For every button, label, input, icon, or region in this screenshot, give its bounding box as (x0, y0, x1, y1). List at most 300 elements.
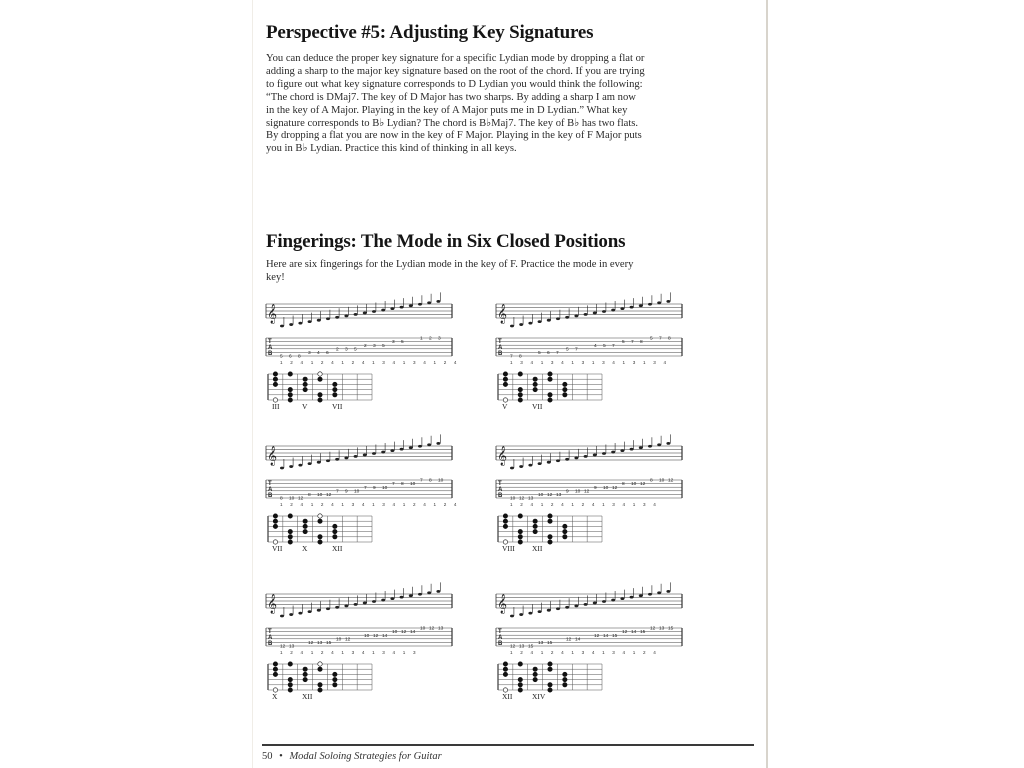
tab-number: 10 (510, 496, 516, 502)
tab-number: 8 (401, 482, 404, 488)
svg-text:A: A (268, 345, 273, 351)
tab-number: 7 (575, 347, 578, 353)
note-head (639, 304, 643, 307)
note-head (657, 301, 661, 304)
tab-number: 15 (326, 641, 332, 646)
note-head (326, 459, 330, 462)
note-head (436, 300, 440, 303)
fretboard-grid (268, 372, 372, 402)
note-head (280, 615, 284, 618)
tab-number: 12 (640, 482, 646, 488)
tab-number: 9 (373, 485, 376, 491)
finger-dot (563, 535, 567, 539)
finger-dot (518, 535, 522, 539)
section-heading-fingerings: Fingerings: The Mode in Six Closed Positions (266, 231, 626, 252)
note-head (372, 310, 376, 313)
tab-number: 15 (547, 641, 553, 646)
tab-number: 6 (289, 354, 292, 360)
tab-number: 7 (510, 354, 513, 360)
svg-text:A: A (498, 345, 503, 351)
finger-dot (548, 519, 552, 523)
finger-dot (563, 683, 567, 687)
finger-dot (548, 662, 552, 666)
note-head (519, 613, 523, 616)
tab-number: 12 (298, 496, 304, 502)
tab-number: 7 (612, 343, 615, 349)
note-head (308, 462, 312, 465)
finger-dot (333, 672, 337, 676)
tab-number: 14 (631, 630, 637, 636)
fretboard-grid (498, 372, 602, 402)
tab-number: 3 (438, 336, 441, 342)
tab-number: 8 (308, 493, 311, 498)
section-paragraph-key-signatures: You can deduce the proper key signature for a specific Lydian mode by dropping a flat or adding a sharp to the major key signature based on the root of the chord. If you are trying to figure out what key signature corresponds to D Lydian you would think the following: “The chord is DMaj7. The key of D Major has two sharps. By adding a sharp I am now in the key of A Major. Playing in the key of A Major puts me in D Lydian.” What key signature corresponds to B♭ Lydian? The chord is B♭Maj7. The key of B♭ has two flats. By dropping a flat you are now in the key of F Major. Playing in the key of F Major puts you in B♭ Lydian. Practice this kind of thinking in all keys. (266, 53, 645, 155)
tab-number: 8 (429, 478, 432, 484)
tab-number: 10 (336, 637, 342, 643)
tab-number: 3 (392, 340, 395, 346)
finger-dot (533, 382, 537, 386)
tab-number: 8 (640, 340, 643, 346)
note-head (298, 322, 302, 325)
finger-dot (333, 529, 337, 533)
position-label: VII (332, 402, 343, 411)
note-head (427, 443, 431, 446)
finger-dot (318, 688, 322, 692)
tab-number: 7 (364, 485, 367, 491)
page-footer (262, 751, 442, 762)
finger-dot (548, 372, 552, 376)
finger-dot (518, 372, 522, 376)
note-head (436, 590, 440, 593)
finger-dot (288, 677, 292, 681)
finger-dot (318, 377, 322, 381)
note-head (584, 313, 588, 316)
footer-bullet: • (279, 751, 283, 762)
finger-dot (318, 519, 322, 523)
note-head (418, 593, 422, 596)
position-label: XII (502, 692, 513, 701)
treble-clef-icon: 𝄞 (267, 304, 278, 324)
note-head (666, 442, 670, 445)
note-head (427, 591, 431, 594)
note-head (666, 590, 670, 593)
tab-number: 7 (392, 482, 395, 488)
tab-number: 12 (345, 637, 351, 643)
finger-dot (273, 519, 277, 523)
fretboard-grid (268, 514, 372, 544)
note-head (620, 307, 624, 310)
finger-dot (273, 514, 277, 518)
tab-number: 2 (364, 343, 367, 349)
tab-number: 12 (429, 626, 435, 632)
tab-number: 8 (298, 354, 301, 360)
note-head (372, 452, 376, 455)
tab-number: 12 (584, 489, 590, 495)
note-head (510, 325, 514, 328)
finger-dot (318, 667, 322, 671)
svg-text:T: T (268, 339, 272, 345)
note-head (298, 612, 302, 615)
tab-number: 13 (538, 641, 544, 646)
note-head (611, 599, 615, 602)
finger-dot (288, 662, 292, 666)
tab-number: 15 (612, 633, 618, 639)
tab-number: 14 (382, 633, 388, 639)
finger-dot (548, 688, 552, 692)
tab-number: 14 (410, 630, 416, 636)
finger-dot (518, 398, 522, 402)
tab-number: 9 (594, 485, 597, 491)
tab-number: 12 (401, 630, 407, 636)
finger-dot (518, 387, 522, 391)
tab-number: 8 (519, 354, 522, 360)
tab-number: 10 (603, 485, 609, 491)
root-note-marker (318, 372, 322, 376)
finger-dot (533, 377, 537, 381)
finger-numbers: 1 2 4 1 2 4 1 3 4 1 3 4 1 2 4 1 2 4 (280, 502, 460, 507)
note-head (335, 458, 339, 461)
note-head (547, 609, 551, 612)
tab-number: 15 (528, 644, 534, 650)
note-head (519, 323, 523, 326)
finger-dot (548, 540, 552, 544)
finger-dot (303, 667, 307, 671)
tab-number: 14 (603, 633, 609, 639)
note-head (335, 606, 339, 609)
finger-dot (303, 677, 307, 681)
svg-text:A: A (268, 487, 273, 493)
finger-dot (503, 372, 507, 376)
tab-number: 12 (373, 633, 379, 639)
tab-number: 7 (420, 478, 423, 484)
finger-dot (288, 535, 292, 539)
page-edge-left (252, 0, 253, 768)
finger-dot (273, 672, 277, 676)
note-head (565, 458, 569, 461)
note-head (611, 309, 615, 312)
tab-number: 13 (659, 626, 665, 632)
diagram-svg (492, 440, 686, 553)
finger-dot (333, 524, 337, 528)
note-head (317, 609, 321, 612)
note-head (547, 461, 551, 464)
note-head (528, 464, 532, 467)
finger-dot (533, 387, 537, 391)
tab-number: 12 (566, 637, 572, 643)
tab-number: 10 (659, 478, 665, 484)
finger-dot (273, 382, 277, 386)
tab-number: 1 (420, 336, 423, 342)
note-head (648, 593, 652, 596)
note-head (289, 465, 293, 468)
svg-text:T: T (268, 629, 272, 635)
tab-number: 7 (659, 336, 662, 342)
finger-dot (503, 524, 507, 528)
fretboard-grid (268, 662, 372, 692)
tab-number: 9 (345, 489, 348, 495)
page-number: 50 (262, 751, 273, 762)
section-paragraph-fingerings: Here are six fingerings for the Lydian mode in the key of F. Practice the mode in every key! (266, 259, 634, 283)
finger-dot (318, 535, 322, 539)
finger-dot (303, 524, 307, 528)
note-head (556, 459, 560, 462)
tab-number: 12 (510, 644, 516, 650)
tab-number: 10 (575, 489, 581, 495)
svg-text:T: T (268, 481, 272, 487)
note-head (344, 456, 348, 459)
svg-text:B: B (268, 641, 273, 647)
note-head (510, 615, 514, 618)
diagram-svg (262, 298, 460, 411)
note-head (308, 320, 312, 323)
note-head (400, 306, 404, 309)
svg-text:A: A (268, 635, 273, 641)
tab-number: 3 (373, 343, 376, 349)
note-head (363, 454, 367, 457)
note-head (648, 303, 652, 306)
note-head (381, 599, 385, 602)
tab-number: 15 (668, 626, 674, 632)
tab-number: 2 (429, 336, 432, 342)
finger-dot (533, 529, 537, 533)
finger-numbers: 1 2 4 1 2 4 1 2 4 1 3 4 1 3 4 1 2 4 (280, 360, 460, 365)
note-head (620, 449, 624, 452)
tab-number: 12 (612, 485, 618, 491)
root-note-marker (318, 662, 322, 666)
finger-dot (533, 677, 537, 681)
fingering-diagram (262, 588, 462, 718)
finger-dot (288, 393, 292, 397)
tab-number: 7 (556, 351, 559, 356)
finger-dot (288, 688, 292, 692)
tab-number: 7 (336, 489, 339, 495)
tab-number: 5 (382, 343, 385, 349)
finger-dot (533, 519, 537, 523)
treble-clef-icon: 𝄞 (497, 594, 508, 614)
finger-dot (288, 540, 292, 544)
note-head (574, 456, 578, 459)
finger-dot (273, 662, 277, 666)
finger-dot (273, 372, 277, 376)
note-head (354, 455, 358, 458)
tab-number: 10 (317, 493, 323, 498)
finger-dot (318, 683, 322, 687)
note-head (584, 603, 588, 606)
note-head (556, 317, 560, 320)
tab-number: 2 (336, 347, 339, 353)
svg-text:T: T (498, 481, 502, 487)
tab-number: 13 (556, 493, 562, 498)
treble-clef-icon: 𝄞 (267, 446, 278, 466)
treble-clef-icon: 𝄞 (497, 446, 508, 466)
treble-clef-icon: 𝄞 (497, 304, 508, 324)
finger-dot (533, 672, 537, 676)
note-head (409, 594, 413, 597)
note-head (556, 607, 560, 610)
tab-number: 12 (594, 633, 600, 639)
fingering-diagram (262, 298, 462, 428)
note-head (538, 610, 542, 613)
note-head (390, 307, 394, 310)
finger-dot (288, 372, 292, 376)
note-head (528, 612, 532, 615)
finger-dot (333, 677, 337, 681)
finger-dot (318, 540, 322, 544)
finger-dot (333, 393, 337, 397)
treble-clef-icon: 𝄞 (267, 594, 278, 614)
section-heading-key-signatures: Perspective #5: Adjusting Key Signatures (266, 22, 594, 43)
note-head (574, 314, 578, 317)
fingering-diagram (492, 298, 692, 428)
finger-dot (333, 387, 337, 391)
note-head (510, 467, 514, 470)
position-label: V (502, 402, 508, 411)
tab-number: 10 (364, 633, 370, 639)
position-label: X (272, 692, 278, 701)
diagram-svg (492, 588, 686, 701)
finger-dot (503, 519, 507, 523)
tab-number: 5 (650, 336, 653, 342)
finger-dot (518, 683, 522, 687)
finger-dot (518, 662, 522, 666)
finger-dot (533, 524, 537, 528)
tab-number: 10 (382, 485, 388, 491)
finger-dot (333, 683, 337, 687)
tab-number: 5 (280, 354, 283, 360)
book-title: Modal Soloing Strategies for Guitar (289, 751, 442, 762)
tab-number: 12 (668, 478, 674, 484)
finger-dot (548, 667, 552, 671)
fretboard-grid (498, 514, 602, 544)
note-head (326, 317, 330, 320)
note-head (565, 606, 569, 609)
finger-dot (303, 382, 307, 386)
tab-number: 15 (640, 630, 646, 636)
tab-number: 12 (547, 493, 553, 498)
note-head (400, 448, 404, 451)
note-head (630, 596, 634, 599)
note-head (317, 319, 321, 322)
tab-number: 13 (528, 496, 534, 502)
note-head (372, 600, 376, 603)
note-head (280, 467, 284, 470)
finger-dot (288, 529, 292, 533)
note-head (390, 597, 394, 600)
tab-number: 5 (354, 347, 357, 353)
tab-number: 12 (308, 641, 314, 646)
tab-number: 10 (538, 493, 544, 498)
tab-number: 5 (566, 347, 569, 353)
note-head (308, 610, 312, 613)
finger-dot (318, 398, 322, 402)
finger-dot (518, 529, 522, 533)
tab-number: 13 (289, 644, 295, 650)
svg-text:B: B (268, 351, 273, 357)
note-head (418, 303, 422, 306)
finger-dot (273, 524, 277, 528)
position-label: X (302, 544, 308, 553)
finger-dot (303, 672, 307, 676)
finger-numbers: 1 2 4 1 2 4 1 3 4 1 3 4 1 3 (280, 650, 419, 655)
finger-dot (563, 382, 567, 386)
note-head (280, 325, 284, 328)
finger-dot (288, 398, 292, 402)
tab-number: 12 (622, 630, 628, 636)
note-head (344, 314, 348, 317)
finger-dot (548, 398, 552, 402)
diagram-svg (262, 588, 456, 701)
note-head (648, 445, 652, 448)
finger-dot (503, 377, 507, 381)
note-head (593, 602, 597, 605)
tab-number: 10 (631, 482, 637, 488)
finger-dot (563, 529, 567, 533)
finger-dot (273, 377, 277, 381)
note-head (666, 300, 670, 303)
position-label: V (302, 402, 308, 411)
finger-dot (333, 535, 337, 539)
position-label: XIV (532, 692, 546, 701)
finger-dot (563, 672, 567, 676)
fingering-diagram (262, 440, 462, 570)
note-head (326, 607, 330, 610)
finger-dot (303, 529, 307, 533)
tab-number: 5 (538, 351, 541, 356)
tab-number: 8 (622, 482, 625, 488)
finger-dot (548, 377, 552, 381)
finger-dot (518, 514, 522, 518)
note-head (436, 442, 440, 445)
note-head (547, 319, 551, 322)
finger-dot (503, 514, 507, 518)
position-label: XII (332, 544, 343, 553)
tab-number: 10 (410, 482, 416, 488)
note-head (602, 452, 606, 455)
finger-dot (318, 393, 322, 397)
svg-text:T: T (498, 339, 502, 345)
finger-dot (563, 524, 567, 528)
finger-dot (503, 662, 507, 666)
finger-dot (288, 387, 292, 391)
svg-text:A: A (498, 635, 503, 641)
position-label: VII (532, 402, 543, 411)
note-head (593, 312, 597, 315)
finger-dot (548, 514, 552, 518)
tab-number: 5 (622, 340, 625, 346)
note-head (657, 443, 661, 446)
note-head (418, 445, 422, 448)
note-head (630, 448, 634, 451)
note-head (427, 301, 431, 304)
svg-text:B: B (268, 493, 273, 499)
note-head (630, 306, 634, 309)
finger-numbers: 1 2 4 1 2 4 1 2 4 1 3 4 1 3 4 (510, 502, 659, 507)
finger-dot (548, 683, 552, 687)
tab-number: 5 (401, 340, 404, 346)
finger-dot (303, 519, 307, 523)
note-head (528, 322, 532, 325)
note-head (289, 323, 293, 326)
tab-number: 8 (280, 496, 283, 502)
finger-dot (518, 688, 522, 692)
note-head (363, 602, 367, 605)
tab-number: 10 (354, 489, 360, 495)
tab-number: 12 (326, 493, 332, 498)
finger-dot (518, 677, 522, 681)
svg-text:A: A (498, 487, 503, 493)
position-label: III (272, 402, 280, 411)
note-head (538, 462, 542, 465)
